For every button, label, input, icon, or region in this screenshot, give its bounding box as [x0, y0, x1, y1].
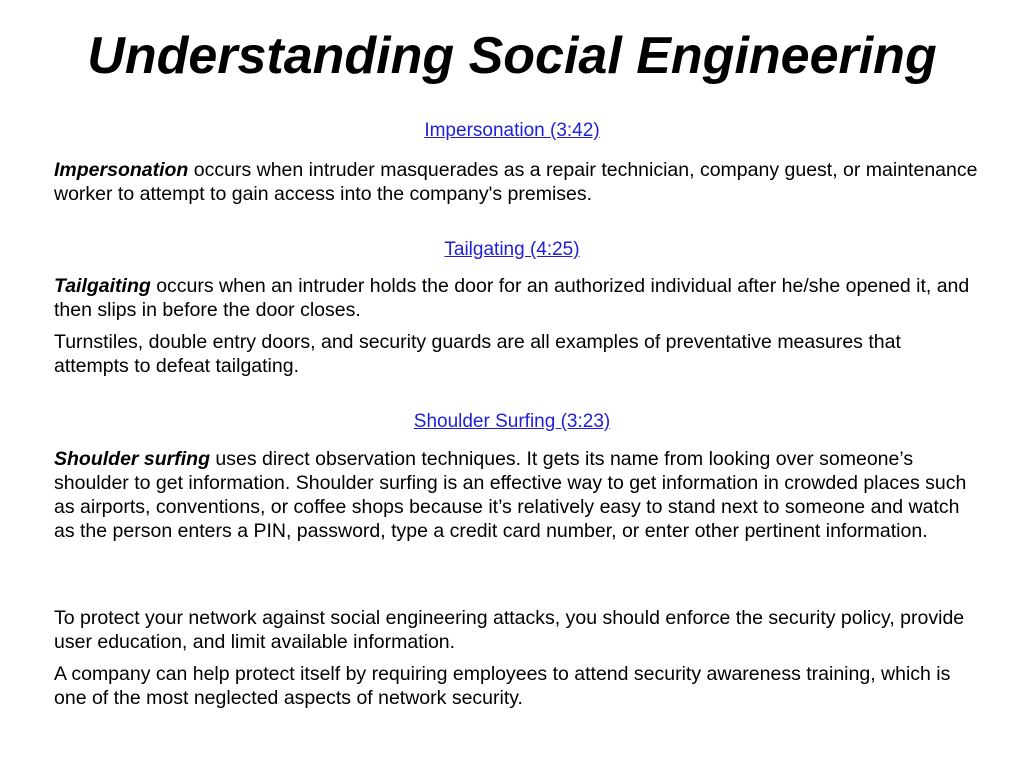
- shoulder-surfing-paragraph: [54, 447, 979, 543]
- shoulder-surfing-video-link[interactable]: Shoulder Surfing (3:23): [413, 411, 611, 432]
- tailgating-video-link[interactable]: Tailgating (4:25): [444, 239, 580, 260]
- impersonation-video-link[interactable]: Impersonation (3:42): [424, 120, 600, 141]
- tailgating-link-line: [0, 238, 1024, 262]
- impersonation-term: Impersonation: [54, 159, 189, 181]
- impersonation-text: occurs when intruder masquerades as a repair technician, company guest, or maintenance worker to attempt to gain access into the company's premises.: [54, 159, 978, 205]
- impersonation-paragraph: [54, 158, 979, 206]
- tailgating-prevention-paragraph: Turnstiles, double entry doors, and security guards are all examples of preventative measures that attempts to defeat tailgating.: [54, 331, 901, 377]
- impersonation-link-line: [0, 119, 1024, 143]
- tailgating-text: occurs when an intruder holds the door for an authorized individual after he/she opened it, and then slips in before the door closes.: [54, 275, 970, 321]
- training-paragraph: A company can help protect itself by requiring employees to attend security awareness training, which is one of the most neglected aspects of network security.: [54, 663, 951, 709]
- shoulder-surfing-term: Shoulder surfing: [54, 448, 210, 470]
- shoulder-surfing-text: uses direct observation techniques. It gets its name from looking over someone’s shoulder to get information. Shoulder surfing is an effective way to get information in crowded places such as airports, conventions, or coffee shops because it’s relatively easy to stand next to someone and watch as the person enters a PIN, password, type a credit card number, or enter other pertinent information.: [54, 448, 967, 542]
- shoulder-surfing-link-line: [0, 410, 1024, 434]
- tailgating-term: Tailgaiting: [54, 275, 151, 297]
- slide-title: Understanding Social Engineering: [87, 27, 937, 85]
- tailgating-paragraph: [54, 274, 979, 322]
- protection-paragraph: To protect your network against social engineering attacks, you should enforce the security policy, provide user education, and limit available information.: [54, 607, 965, 653]
